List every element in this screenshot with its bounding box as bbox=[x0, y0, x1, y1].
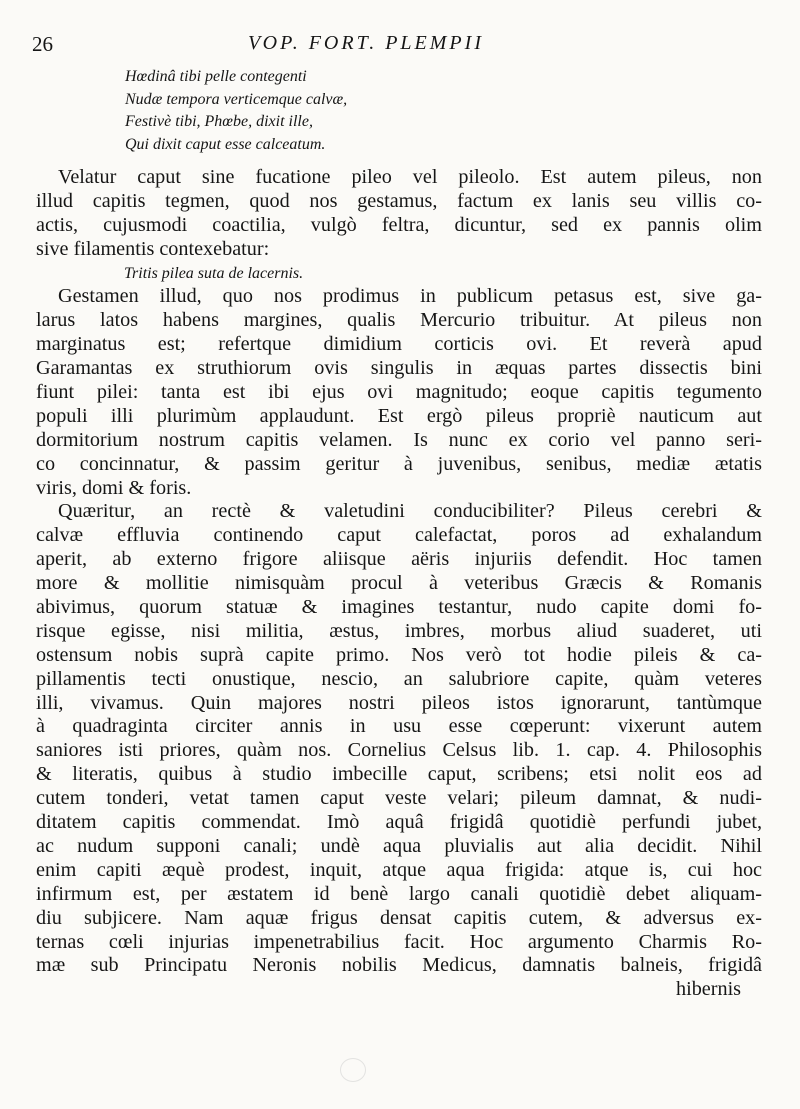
text-line: actis, cujusmodi coactilia, vulgò feltra, dicuntur, sed ex pannis olim bbox=[36, 213, 762, 236]
text-line: calvæ effluvia continendo caput calefactat, poros ad exhalandum bbox=[36, 524, 762, 547]
running-head: VOP. FORT. PLEMPII bbox=[248, 32, 484, 54]
text-line: aperit, ab externo frigore aliisque aëris injuriis defendit. Hoc tamen bbox=[36, 548, 762, 571]
text-line: diu subjicere. Nam aquæ frigus densat capitis cutem, & adversus ex- bbox=[36, 906, 762, 929]
text-line: ditatem capitis commendat. Imò aquâ frigidâ quotidiè perfundi jubet, bbox=[36, 811, 762, 834]
text-line: & literatis, quibus à studio imbecille caput, scribens; etsi nolit eos ad bbox=[36, 763, 762, 786]
text-line: enim capiti æquè prodest, inquit, atque aqua frigida: atque is, cui hoc bbox=[36, 858, 762, 881]
text-line: co concinnatur, & passim geritur à juvenibus, senibus, mediæ ætatis bbox=[36, 452, 762, 475]
text-line: infirmum est, per æstatem id benè largo canali quotidiè debet aliquam- bbox=[36, 882, 762, 905]
body-text bbox=[36, 166, 762, 1002]
text-line: illud capitis tegmen, quod nos gestamus, factum ex lanis seu villis co- bbox=[36, 189, 762, 212]
text-line: risque egisse, nisi militia, æstus, imbres, morbus aliud suaderet, uti bbox=[36, 619, 762, 642]
text-line: illi, vivamus. Quin majores nostri pileos istos ignorarunt, tantùmque bbox=[36, 691, 762, 714]
text-line: more & mollitie nimisquàm procul à veteribus Græcis & Romanis bbox=[36, 572, 762, 595]
text-line: ternas cœli injurias impenetrabilius facit. Hoc argumento Charmis Ro- bbox=[36, 930, 762, 953]
text-line: à quadraginta circiter annis in usu esse cœperunt: vixerunt autem bbox=[36, 715, 762, 738]
text-line: Garamantas ex struthiorum ovis singulis in æquas partes dissectis bini bbox=[36, 357, 762, 380]
text-line: dormitorium nostrum capitis velamen. Is nunc ex corio vel panno seri- bbox=[36, 428, 762, 451]
text-line: sive filamentis contexebatur: bbox=[36, 237, 270, 260]
verse-line: Qui dixit caput esse calceatum. bbox=[125, 135, 326, 153]
verse-line: Festivè tibi, Phœbe, dixit ille, bbox=[125, 113, 313, 131]
text-line: ostensum nobis suprà capite primo. Nos verò tot hodie pileis & ca- bbox=[36, 643, 762, 666]
text-line: mæ sub Principatu Neronis nobilis Medicus, damnatis balneis, frigidâ bbox=[36, 954, 762, 977]
verse-line: Hœdinâ tibi pelle contegenti bbox=[125, 68, 307, 85]
text-line: fiunt pilei: tanta est ibi ejus ovi magnitudo; eoque capitis tegumento bbox=[36, 381, 762, 404]
text-line: larus latos habens margines, qualis Mercurio tribuitur. At pileus non bbox=[36, 309, 762, 332]
text-line: marginatus est; refertque dimidium corticis ovi. Et reverà apud bbox=[36, 333, 762, 356]
text-line: Velatur caput sine fucatione pileo vel pileolo. Est autem pileus, non bbox=[58, 166, 762, 188]
text-line: ac nudum supponi canali; undè aqua pluvialis aut alia decidit. Nihil bbox=[36, 834, 762, 857]
verse-line: Nudæ tempora verticemque calvæ, bbox=[125, 90, 348, 108]
catchword: hibernis bbox=[676, 978, 742, 1001]
quoted-verse-line: Tritis pilea suta de lacernis. bbox=[124, 264, 304, 282]
text-line: Gestamen illud, quo nos prodimus in publicum petasus est, sive ga- bbox=[58, 285, 762, 308]
text-line: saniores isti priores, quàm nos. Cornelius Celsus lib. 1. cap. 4. Philosophis bbox=[36, 739, 762, 762]
text-line: Quæritur, an rectè & valetudini conducibiliter? Pileus cerebri & bbox=[58, 500, 762, 523]
bleed-through-mark bbox=[340, 1058, 366, 1082]
page-header bbox=[28, 28, 770, 62]
text-line: cutem tonderi, vetat tamen caput veste velari; pileum damnat, & nudi- bbox=[36, 787, 762, 810]
text-line: pillamentis tecti onustique, nescio, an salubriore capite, quàm veteres bbox=[36, 667, 762, 690]
text-line: populi illi plurimùm applaudunt. Est ergò pileus propriè nauticum aut bbox=[36, 404, 762, 427]
text-line: abivimus, quorum statuæ & imagines testantur, nudo capite domi fo- bbox=[36, 596, 762, 619]
page-number: 26 bbox=[32, 32, 53, 56]
text-line: viris, domi & foris. bbox=[36, 476, 192, 499]
verse-quotation bbox=[125, 66, 765, 156]
